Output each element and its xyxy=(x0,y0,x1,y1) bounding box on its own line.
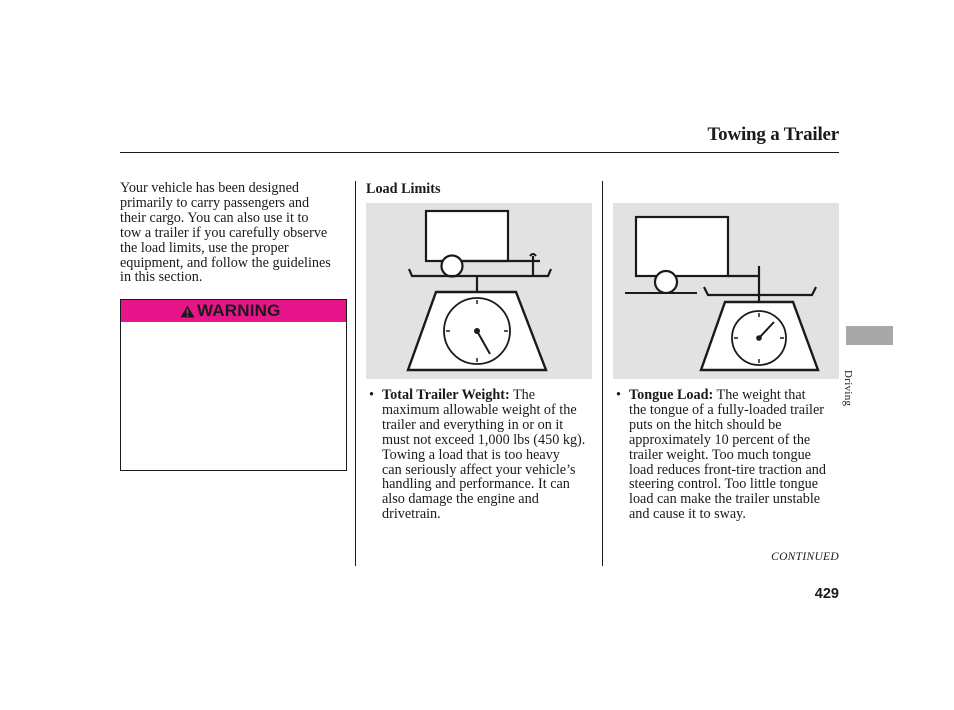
total-trailer-weight-text xyxy=(382,388,601,522)
page-title: Towing a Trailer xyxy=(707,124,839,145)
page-number: 429 xyxy=(814,586,839,602)
tongue-load-illustration xyxy=(613,203,839,379)
item-lead: Total Trailer Weight: xyxy=(382,387,510,403)
item-line: load reduces front-tire traction and xyxy=(629,461,826,478)
item-line: also damage the engine and xyxy=(382,491,539,508)
item-line: and cause it to sway. xyxy=(629,506,746,523)
item-line: load can make the trailer unstable xyxy=(629,491,821,508)
item-line: drivetrain. xyxy=(382,506,441,523)
item-line: steering control. Too little tongue xyxy=(629,476,819,493)
intro-line: equipment, and follow the guidelines xyxy=(120,254,331,271)
item-line: handling and performance. It can xyxy=(382,476,570,493)
item-line: must not exceed 1,000 lbs (450 kg). xyxy=(382,431,586,448)
trailer-on-scale-drawing xyxy=(366,203,592,379)
item-lead: Tongue Load: xyxy=(629,387,714,403)
item-line: The weight that xyxy=(713,387,806,403)
warning-box xyxy=(120,299,347,471)
intro-line: in this section. xyxy=(120,269,203,286)
tongue-load-text xyxy=(629,388,846,522)
bullet: • xyxy=(369,387,374,403)
tongue-on-scale-drawing xyxy=(613,203,839,379)
intro-line: their cargo. You can also use it to xyxy=(120,209,309,226)
warning-label: WARNING xyxy=(197,301,281,320)
item-line: can seriously affect your vehicle’s xyxy=(382,461,576,478)
warning-triangle-icon xyxy=(180,305,195,318)
item-line: trailer and everything in or on it xyxy=(382,416,564,433)
intro-line: primarily to carry passengers and xyxy=(120,194,310,211)
section-tab xyxy=(846,326,893,345)
intro-line: the load limits, use the proper xyxy=(120,239,289,256)
item-line: maximum allowable weight of the xyxy=(382,401,577,418)
continued-label: CONTINUED xyxy=(771,551,839,563)
intro-line: tow a trailer if you carefully observe xyxy=(120,224,328,241)
intro-line: Your vehicle has been designed xyxy=(120,180,300,196)
item-line: approximately 10 percent of the xyxy=(629,431,811,448)
item-line: The xyxy=(509,387,536,403)
item-line: Towing a load that is too heavy xyxy=(382,446,560,463)
header-divider xyxy=(120,152,839,153)
item-line: the tongue of a fully-loaded trailer xyxy=(629,401,825,418)
intro-paragraph xyxy=(120,181,348,285)
section-label: Driving xyxy=(842,370,854,407)
item-line: puts on the hitch should be xyxy=(629,416,782,433)
column-divider-1 xyxy=(355,181,356,566)
warning-header-bar xyxy=(121,300,346,322)
column-divider-2 xyxy=(602,181,603,566)
item-line: trailer weight. Too much tongue xyxy=(629,446,811,463)
load-limits-heading: Load Limits xyxy=(366,181,441,197)
bullet: • xyxy=(616,387,621,403)
total-trailer-weight-illustration xyxy=(366,203,592,379)
